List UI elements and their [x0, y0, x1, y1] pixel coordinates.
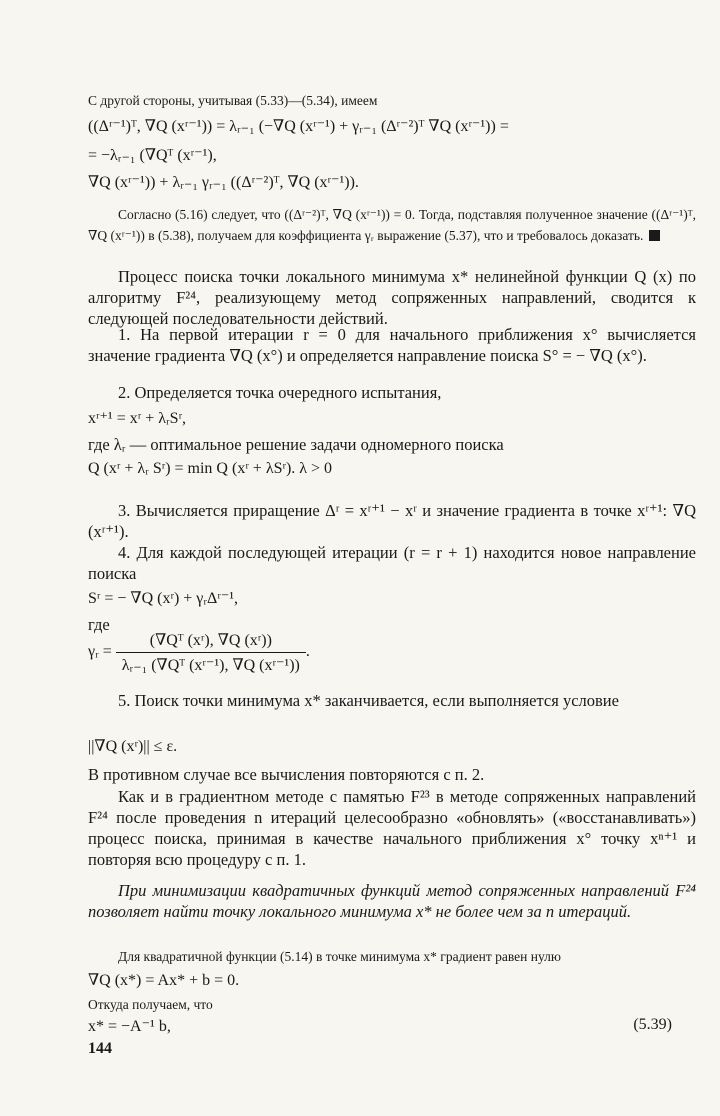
proof-text: Согласно (5.16) следует, что ((Δʳ⁻²)ᵀ, ∇Q (xʳ⁻¹)) = 0. Тогда, подставляя полученное значение ((Δʳ⁻¹)ᵀ, ∇Q (xʳ⁻¹)) в (5.38), получаем для коэффициента γᵣ выражение (5.37), что и требовалось доказать. — [88, 207, 696, 243]
otherwise-line: В противном случае все вычисления повторяются с п. 2. — [88, 765, 485, 784]
step-2: 2. Определяется точка очередного испытания, — [118, 383, 442, 402]
where-label: где — [88, 615, 110, 634]
gamma-numerator: (∇Qᵀ (xʳ), ∇Q (xʳ)) — [116, 630, 306, 653]
proof-paragraph — [88, 204, 696, 246]
equation-stop: ||∇Q (xʳ)|| ≤ ε. — [88, 738, 178, 755]
end-of-proof-icon — [649, 230, 660, 241]
equation-next-point: xʳ⁺¹ = xʳ + λᵣSʳ, — [88, 410, 187, 427]
theorem-paragraph: При минимизации квадратичных функций метод сопряженных направлений F²⁴ позволяет найти точку локального минимума x* не более чем за n итераций. — [88, 881, 696, 921]
quadratic-note: Для квадратичной функции (5.14) в точке минимума x* градиент равен нулю — [118, 949, 561, 964]
equation-1: ((Δʳ⁻¹)ᵀ, ∇Q (xʳ⁻¹)) = λᵣ₋₁ (−∇Q (xʳ⁻¹) + γᵣ₋₁ (Δʳ⁻²)ᵀ ∇Q (xʳ⁻¹)) = — [88, 118, 509, 135]
equation-gradient-zero: ∇Q (x*) = Ax* + b = 0. — [88, 972, 240, 989]
step-3: 3. Вычисляется приращение Δʳ = xʳ⁺¹ − xʳ и значение градиента в точке xʳ⁺¹: ∇Q (xʳ⁺¹). — [88, 501, 696, 541]
equation-direction: Sʳ = − ∇Q (xʳ) + γᵣΔʳ⁻¹, — [88, 590, 239, 607]
gamma-lhs: γᵣ = — [88, 643, 112, 661]
solution-formula: x* = −A⁻¹ b, — [88, 1018, 171, 1035]
equation-3: ∇Q (xʳ⁻¹)) + λᵣ₋₁ γᵣ₋₁ ((Δʳ⁻²)ᵀ, ∇Q (xʳ⁻¹)). — [88, 174, 359, 191]
restart-paragraph: Как и в градиентном методе с памятью F²³ в методе сопряженных направлений F²⁴ после проведения n итераций целесообразно «обновлять» («восстанавливать») процесс поиска, принимая в качестве начального приближения x° точку xⁿ⁺¹ и повторяя всю процедуру с п. 1. — [88, 787, 696, 869]
equation-5-39 — [88, 1016, 696, 1036]
equation-gamma: γᵣ = $\frac{\text{(∇Qᵀ (xʳ), ∇Q (xʳ))}}{\text{λᵣ₋₁ (∇Qᵀ (xʳ⁻¹), ∇Q (xʳ⁻¹))}}$ . — [88, 632, 310, 674]
hence-line: Откуда получаем, что — [88, 997, 213, 1012]
step-1: 1. На первой итерации r = 0 для начального приближения x° вычисляется значение градиента ∇Q (x°) и определяется направление поиска S° = − ∇Q (x°). — [88, 325, 696, 365]
equation-2: = −λᵣ₋₁ (∇Qᵀ (xʳ⁻¹), — [88, 147, 217, 164]
step-5: 5. Поиск точки минимума x* заканчивается, если выполняется условие — [118, 691, 619, 710]
algorithm-intro: Процесс поиска точки локального минимума x* нелинейной функции Q (x) по алгоритму F²⁴, реализующему метод сопряженных направлений, сводится к следующей последовательности действий. — [88, 267, 696, 328]
page-number: 144 — [88, 1040, 112, 1057]
equation-min: Q (xʳ + λᵣ Sʳ) = min Q (xʳ + λSʳ). λ > 0 — [88, 460, 333, 477]
gamma-denominator: λᵣ₋₁ (∇Qᵀ (xʳ⁻¹), ∇Q (xʳ⁻¹)) — [121, 657, 300, 674]
step-4: 4. Для каждой последующей итерации (r = r + 1) находится новое направление поиска — [88, 543, 696, 583]
gamma-fraction — [116, 630, 306, 675]
intro-line: С другой стороны, учитывая (5.33)—(5.34), имеем — [88, 93, 378, 108]
lambda-description: где λᵣ — оптимальное решение задачи одномерного поиска — [88, 435, 504, 454]
equation-number: (5.39) — [633, 1016, 672, 1033]
